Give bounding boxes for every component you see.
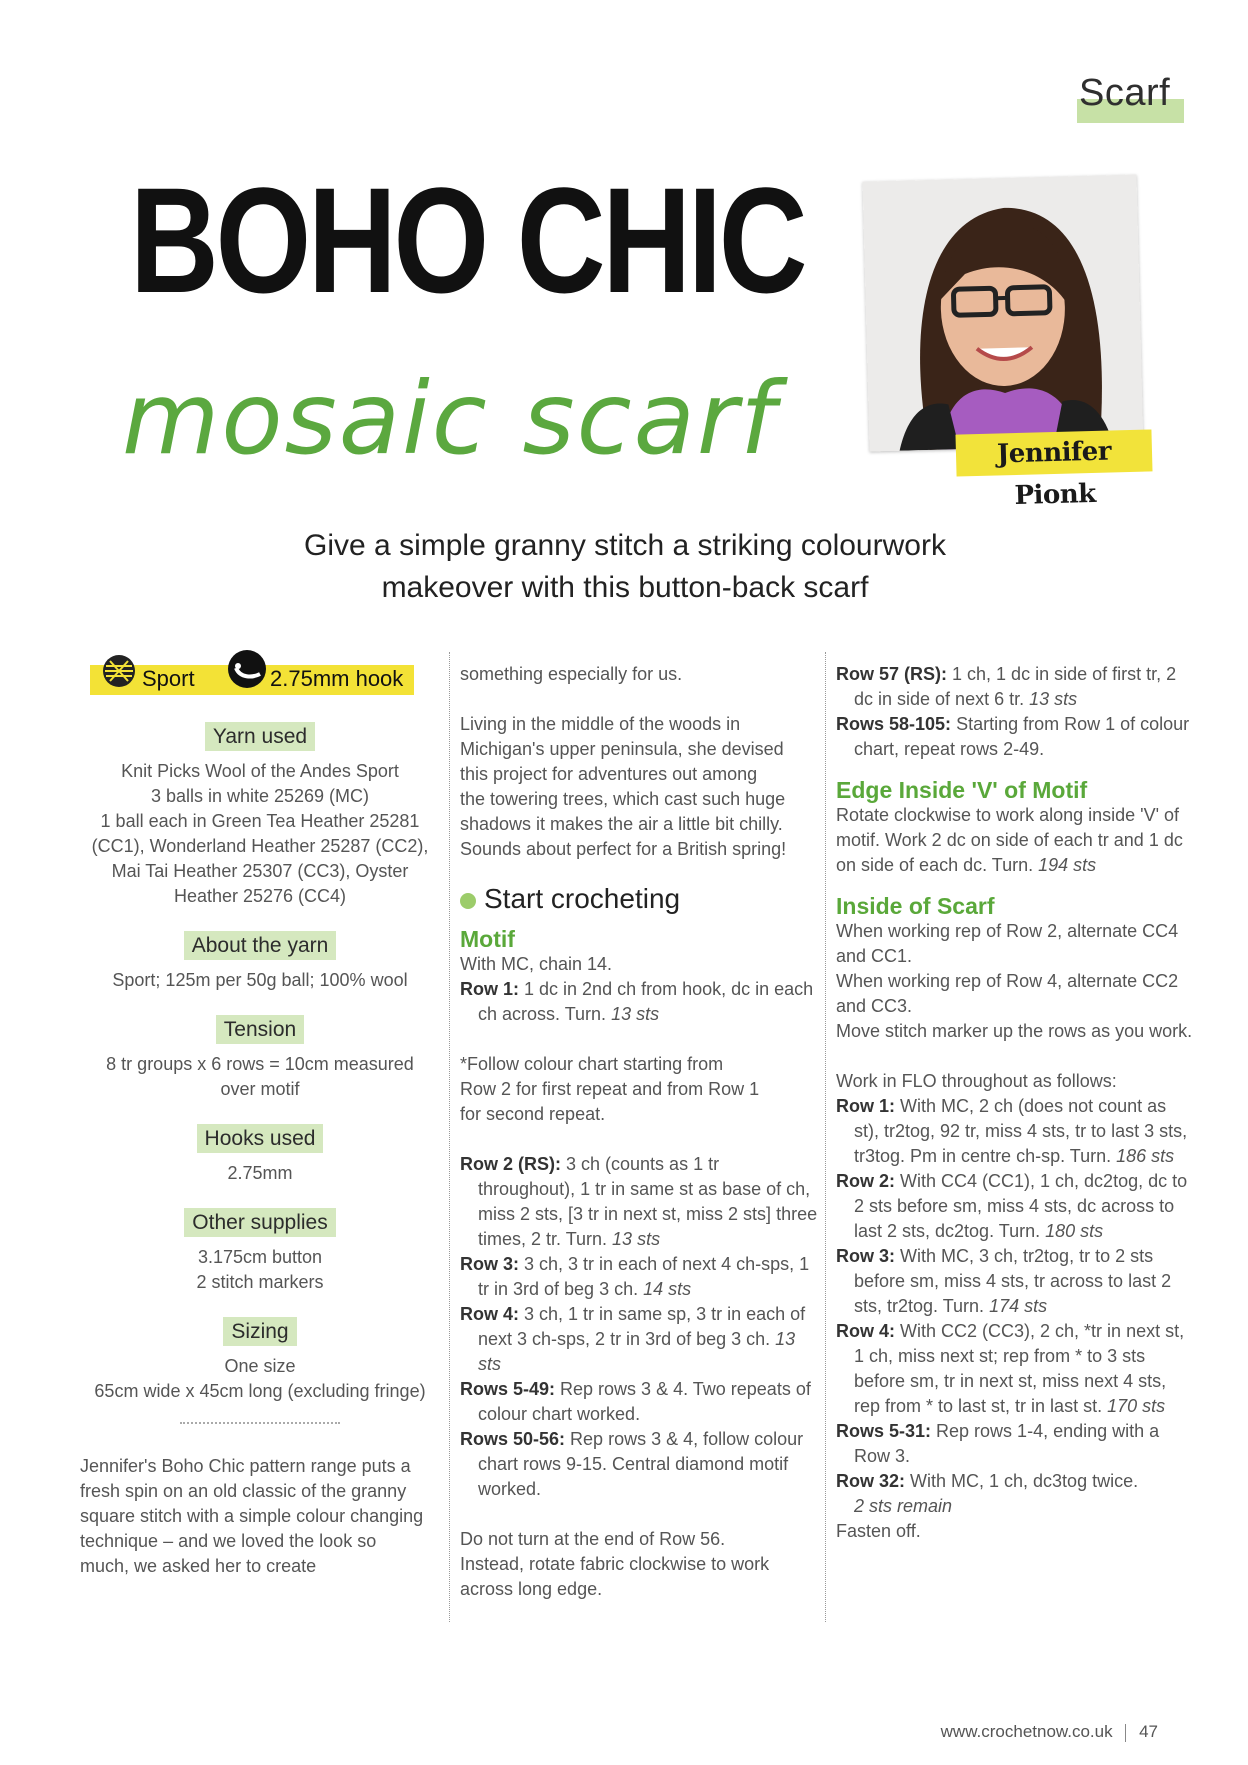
- column-2: [460, 662, 820, 1602]
- subtitle: [200, 525, 1050, 609]
- row-text: 3 ch, 3 tr in each of next 4 ch-sps, 1 tr in 3rd of beg 3 ch.: [478, 1254, 810, 1299]
- row-label: Rows 5-49:: [460, 1379, 556, 1399]
- stitch-count: 2 sts remain: [854, 1496, 953, 1516]
- hook-badge: 2.75mm hook: [270, 666, 404, 691]
- scarf-rows-5-31: [836, 1419, 1196, 1469]
- subtitle-line-2: makeover with this button-back scarf: [381, 571, 869, 604]
- note-line: Do not turn at the end of Row 56.: [460, 1529, 726, 1549]
- scarf-row-4: [836, 1319, 1196, 1419]
- motif-rows-5-49: [460, 1377, 820, 1427]
- column-divider: [449, 652, 450, 1622]
- row-text: 1 dc in 2nd ch from hook, dc in each ch across. Turn.: [478, 979, 814, 1024]
- row-label: Row 2 (RS):: [460, 1154, 561, 1174]
- intro-line: much, we asked her to create: [80, 1556, 317, 1576]
- row-57: [836, 662, 1196, 712]
- title-script: mosaic scarf: [122, 360, 778, 477]
- scarf-row-2: [836, 1169, 1196, 1244]
- intro-line: square stitch with a simple colour changing: [80, 1506, 424, 1526]
- paragraph-line: the towering trees, which cast such huge: [460, 789, 786, 809]
- inside-note-3: Move stitch marker up the rows as you work.: [836, 1021, 1193, 1041]
- yarn-line: 1 ball each in Green Tea Heather 25281: [100, 811, 420, 831]
- row-label: Row 4:: [836, 1321, 896, 1341]
- row-label: Rows 5-31:: [836, 1421, 932, 1441]
- stitch-count: 174 sts: [989, 1296, 1048, 1316]
- note-line: across long edge.: [460, 1579, 603, 1599]
- intro-line: Jennifer's Boho Chic pattern range puts a: [80, 1456, 411, 1476]
- supplies-line: 3.175cm button: [197, 1247, 323, 1267]
- page-footer: [941, 1722, 1158, 1742]
- author-name-tag: Jennifer Pionk: [955, 429, 1152, 476]
- row-label: Row 32:: [836, 1471, 906, 1491]
- inside-heading: Inside of Scarf: [836, 893, 995, 919]
- note-line: for second repeat.: [460, 1104, 606, 1124]
- paragraph-line: shadows it makes the air a little bit chilly.: [460, 814, 783, 834]
- stitch-count: 13 sts: [611, 1004, 660, 1024]
- subtitle-line-1: Give a simple granny stitch a striking colourwork: [304, 529, 946, 562]
- row-text: With CC4 (CC1), 1 ch, dc2tog, dc to 2 sts before sm, miss 4 sts, dc across to last 2 sts, dc2tog. Turn.: [854, 1171, 1188, 1241]
- stitch-count: 186 sts: [1116, 1146, 1175, 1166]
- sidebar: [80, 722, 440, 1579]
- start-crocheting-heading: [460, 883, 820, 914]
- motif-rows-50-56: [460, 1427, 820, 1502]
- edge-body: Rotate clockwise to work along inside 'V' of motif. Work 2 dc on side of each tr and 1 dc on side of each dc. Turn.: [836, 805, 1183, 875]
- column-divider: [825, 652, 826, 1622]
- sizing-text: [80, 1354, 440, 1404]
- row-label: Row 1:: [460, 979, 520, 999]
- yarn-dot-icon: [460, 893, 476, 909]
- sizing-line: One size: [224, 1356, 296, 1376]
- yarn-line: Mai Tai Heather 25307 (CC3), Oyster: [111, 861, 409, 881]
- author-photo: [863, 174, 1144, 451]
- tension-text: [80, 1052, 440, 1102]
- intro-line: fresh spin on an old classic of the granny: [80, 1481, 407, 1501]
- note-line: Instead, rotate fabric clockwise to work: [460, 1554, 770, 1574]
- badge-bar: [90, 648, 414, 696]
- yarn-line: Heather 25276 (CC4): [173, 886, 347, 906]
- inside-note-1: When working rep of Row 2, alternate CC4 and CC1.: [836, 921, 1179, 966]
- yarn-line: (CC1), Wonderland Heather 25287 (CC2),: [91, 836, 429, 856]
- row-label: Row 3:: [460, 1254, 520, 1274]
- stitch-count: 14 sts: [643, 1279, 692, 1299]
- scarf-row-32: [836, 1469, 1196, 1494]
- fasten-off: Fasten off.: [836, 1521, 921, 1541]
- hooks-text: 2.75mm: [227, 1163, 293, 1183]
- row-label: Row 2:: [836, 1171, 896, 1191]
- yarn-used-heading: Yarn used: [205, 722, 315, 751]
- footer-url[interactable]: www.crochetnow.co.uk: [940, 1722, 1113, 1741]
- row-text: With MC, 1 ch, dc3tog twice.: [905, 1471, 1139, 1491]
- row-label: Row 3:: [836, 1246, 896, 1266]
- motif-row-4: [460, 1302, 820, 1377]
- note-line: *Follow colour chart starting from: [460, 1054, 724, 1074]
- scarf-row-3: [836, 1244, 1196, 1319]
- background-paragraph: [460, 712, 820, 862]
- row-text: Rep rows 3 & 4. Two repeats of colour chart worked.: [478, 1379, 811, 1424]
- edge-text: [836, 803, 1196, 878]
- stitch-count: 170 sts: [1107, 1396, 1166, 1416]
- tension-heading: Tension: [216, 1015, 304, 1044]
- paragraph-line: Sounds about perfect for a British spring!: [460, 839, 787, 859]
- yarn-line: 3 balls in white 25269 (MC): [150, 786, 370, 806]
- inside-note-2: When working rep of Row 4, alternate CC2 and CC3.: [836, 971, 1179, 1016]
- row-label: Rows 58-105:: [836, 714, 952, 734]
- row-text: 3 ch, 1 tr in same sp, 3 tr in each of next 3 ch-sps, 2 tr in 3rd of beg 3 ch.: [478, 1304, 806, 1349]
- portrait-illustration: [863, 174, 1144, 451]
- chart-note: [460, 1052, 820, 1127]
- note-line: Row 2 for first repeat and from Row 1: [460, 1079, 760, 1099]
- stitch-count: 194 sts: [1038, 855, 1097, 875]
- start-heading-text: Start crocheting: [484, 883, 681, 914]
- rotate-note: [460, 1527, 820, 1602]
- row-text: With MC, 2 ch (does not count as st), tr2tog, 92 tr, miss 4 sts, tr to last 3 sts, tr3tog. Pm in centre ch-sp. Turn.: [854, 1096, 1188, 1166]
- motif-row-3: [460, 1252, 820, 1302]
- footer-separator: [1125, 1724, 1126, 1742]
- row-text: With MC, 3 ch, tr2tog, tr to 2 sts before sm, miss 4 sts, tr across to last 2 sts, tr2tog. Turn.: [854, 1246, 1172, 1316]
- intro-continued: something especially for us.: [460, 664, 683, 684]
- motif-first-line: With MC, chain 14.: [460, 954, 613, 974]
- row-text: Rep rows 1-4, ending with a Row 3.: [854, 1421, 1160, 1466]
- page-number: 47: [1139, 1722, 1158, 1741]
- stitch-count: 180 sts: [1045, 1221, 1104, 1241]
- intro-line: technique – and we loved the look so: [80, 1531, 377, 1551]
- yarn-ball-icon: [100, 652, 138, 690]
- row-label: Row 1:: [836, 1096, 896, 1116]
- flo-note: Work in FLO throughout as follows:: [836, 1071, 1117, 1091]
- title-main: BOHO CHIC: [130, 156, 805, 324]
- scarf-row-1: [836, 1094, 1196, 1169]
- motif-heading: Motif: [460, 926, 515, 952]
- stitch-count: 13 sts: [612, 1229, 661, 1249]
- row-text: 1 ch, 1 dc in side of first tr, 2 dc in side of next 6 tr.: [854, 664, 1177, 709]
- row-text: Starting from Row 1 of colour chart, repeat rows 2-49.: [854, 714, 1190, 759]
- tension-line: 8 tr groups x 6 rows = 10cm measured: [106, 1054, 414, 1074]
- paragraph-line: Living in the middle of the woods in: [460, 714, 741, 734]
- supplies-line: 2 stitch markers: [196, 1272, 324, 1292]
- paragraph-line: this project for adventures out among: [460, 764, 758, 784]
- about-yarn-text: Sport; 125m per 50g ball; 100% wool: [112, 970, 408, 990]
- column-3: [836, 662, 1196, 1544]
- yarn-used-list: [80, 759, 440, 909]
- stitch-count: 13 sts: [478, 1329, 796, 1374]
- row-label: Rows 50-56:: [460, 1429, 566, 1449]
- row-text: Rep rows 3 & 4, follow colour chart rows 9-15. Central diamond motif worked.: [478, 1429, 804, 1499]
- intro-text: [80, 1454, 440, 1579]
- divider: [180, 1422, 340, 1424]
- weight-badge: Sport: [142, 666, 195, 691]
- row-text: 3 ch (counts as 1 tr throughout), 1 tr in same st as base of ch, miss 2 sts, [3 tr in next st, miss 2 sts] three times, 2 tr. Turn.: [478, 1154, 818, 1249]
- row-label: Row 4:: [460, 1304, 520, 1324]
- motif-row-2: [460, 1152, 820, 1252]
- supplies-list: [80, 1245, 440, 1295]
- rows-58-105: [836, 712, 1196, 762]
- section-label-text: Scarf: [1079, 72, 1171, 114]
- yarn-line: Knit Picks Wool of the Andes Sport: [121, 761, 399, 781]
- edge-heading: Edge Inside 'V' of Motif: [836, 777, 1088, 803]
- supplies-heading: Other supplies: [184, 1208, 335, 1237]
- row-label: Row 57 (RS):: [836, 664, 948, 684]
- about-yarn-heading: About the yarn: [184, 931, 337, 960]
- motif-row-1: [460, 977, 820, 1027]
- paragraph-line: Michigan's upper peninsula, she devised: [460, 739, 784, 759]
- stitch-count: 13 sts: [1029, 689, 1078, 709]
- sizing-line: 65cm wide x 45cm long (excluding fringe): [94, 1381, 426, 1401]
- section-label: [1079, 72, 1170, 115]
- sizing-heading: Sizing: [223, 1317, 296, 1346]
- tension-line: over motif: [220, 1079, 300, 1099]
- row-text: With CC2 (CC3), 2 ch, *tr in next st, 1 ch, miss next st; rep from * to 3 sts before sm, tr in next st, miss next 4 sts, rep from * to last st, tr in last st.: [854, 1321, 1185, 1416]
- hook-icon: [226, 648, 268, 690]
- hooks-heading: Hooks used: [197, 1124, 324, 1153]
